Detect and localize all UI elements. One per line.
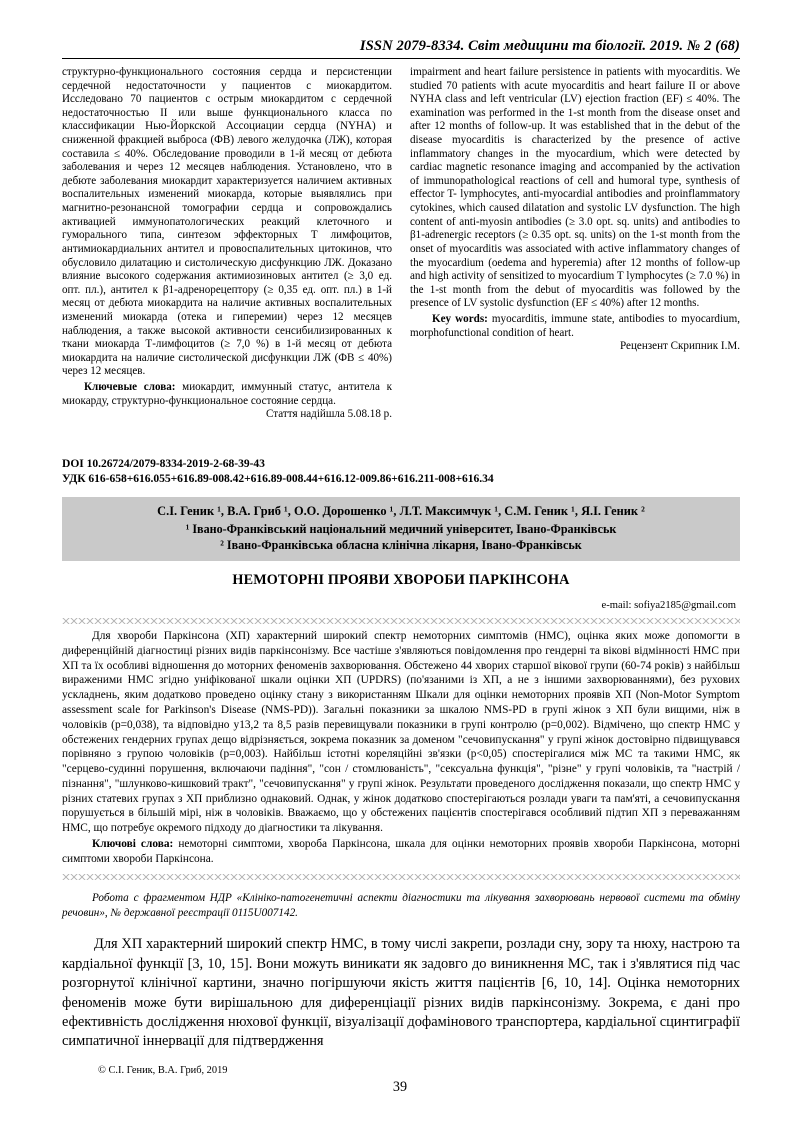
udc-line: УДК 616-658+616.055+616.89-008.42+616.89-008.44+616.12-009.86+616.211-008+616.34 [62, 472, 494, 486]
affiliation-2: ² Івано-Франківська обласна клінічна лікарня, Івано-Франківськ [220, 538, 582, 553]
received-date: Стаття надійшла 5.08.18 р. [266, 408, 392, 421]
doi-line: DOI 10.26724/2079-8334-2019-2-68-39-43 [62, 456, 265, 470]
abstract-ru-keywords-line [62, 381, 392, 408]
abstract-ru-keywords: миокардит, иммунный статус, антитела к миокарду, структурно-функциональное состояние сердца. [62, 381, 392, 407]
page-title: НЕМОТОРНІ ПРОЯВИ ХВОРОБИ ПАРКІНСОНА [232, 571, 570, 588]
abstract-ua-keywords-label: Ключові слова: [92, 838, 174, 851]
header-rule [62, 58, 740, 59]
abstract-ua-keywords-line [62, 837, 740, 867]
abstract-en-body: impairment and heart failure persistence in patients with myocarditis. We studied 70 patients with acute myocarditis and heart failure II or above NYHA class and left ventricular (LV) ejection fraction (EF) ≤ 40%. The examination was performed in the 1-st month from the disease onset and after 12 months of follow-up. It was established that in the debut of the disease myocarditis is characterized by the presence of active inflammatory changes in the myocardium, which were detected by cardiac magnetic resonance imaging and accompanied by the activation of immunopathological reactions of cell and humoral type, synthesis of effector T- lymphocytes, anti-myocardial antibodies and proinflammatory cytokines, which caused dilatation and systolic LV dysfunction. The high content of anti-myosin antibodies (≥ 3.0 opt. sq. units) and antibodies to β1-adrenergic receptors (≥ 0.35 opt. sq. units) on the 1-st month from the onset of myocarditis was associated with active inflammatory changes of the myocardium (oedema and hyperemia) after 12 months of follow-up and high activity of sensitized to myocardium T lymphocytes (≥ 7.0 %) in the 1-st month from the debut of myocarditis was followed by the presence of LV systolic dysfunction (EF ≤ 40%) after 12 months. [410, 66, 740, 310]
abstract-column-en [410, 66, 740, 422]
running-head: ISSN 2079-8334. Світ медицини та біології. 2019. № 2 (68) [359, 38, 740, 54]
abstract-ua-keywords: немоторні симптоми, хвороба Паркінсона, шкала для оцінки немоторних проявів хвороби Паркінсона, моторні симптоми хвороби Паркінсона. [62, 838, 740, 865]
abstract-ru-body: структурно-функционального состояния сердца и персистенции сердечной недостаточности у пациентов с миокардитом. Исследовано 70 пациентов с острым миокардитом с сердечной недостаточностью II или выше функционального класса по классификации Нью-Йоркской Ассоциации сердца (NYHA) и сниженной фракцией выброса (ФВ) левого желудочка (ЛЖ), которая составила ≤ 40%. Обследование проводили в 1-й месяц от дебюта заболевания и через 12 месяцев наблюдения. Установлено, что в дебюте заболевания миокардит характеризуется наличием активных воспалительных изменений миокарда, которые выявлялись при магнитно-резонансной томографии сердца и сопровождались активацией иммунопатологических реакций клеточного и гуморального типа, синтезом эффекторных Т лимфоцитов, антимиокардиальних антител и провоспалительных цитокинов, что обусловило дилатацию и систолическую дисфункцию ЛЖ. Доказано влияние высокого содержания актимиозиновых антител (≥ 3,0 ед. опт. пл.), антител к β1-адренорецептору (≥ 0,35 ед. опт. пл.) в 1-й месяц от дебюта миокардита на наличие активных воспалительных изменений миокарда (отека и гиперемии) через 12 месяцев наблюдения, а также высокой активности сенсибилизированных к ткани миокарда Т-лимфоцитов (≥ 7,0 %) в 1-й месяц от дебюта миокардита на наличие систолической дисфункции ЛЖ (ФВ ≤ 40%) через 12 месяцев. [62, 66, 392, 378]
wavy-divider-bottom [62, 873, 740, 880]
funding-note: Робота с фрагментом НДР «Клініко-патогенетичні аспекти діагностики та лікування захворювань нервової системи та обміну речовин», № державної реєстрації 0115U007142. [62, 891, 740, 919]
abstract-columns [62, 66, 740, 422]
abstract-en-keywords-label: Key words: [432, 312, 488, 325]
wavy-divider-top [62, 617, 740, 624]
reviewer-line: Рецензент Скрипник І.М. [620, 340, 740, 353]
abstract-column-ru [62, 66, 392, 422]
abstract-ua-body: Для хвороби Паркінсона (ХП) характерний широкий спектр немоторних симптомів (НМС), оцінка яких може допомогти в диференційній діагностиці різних видів паркінсонізму. Все частіше з'являються повідомлення про гендерні та вікові відмінності НМС при ХП та їх особливі відношення до моторних феноменів захворювання. Обстежено 44 хворих старшої вікової групи (60-74 років) з найбільш вираженими НМС згідно уніфікованої шкали оцінки ХП (UPDRS) (по'язаними із ХП, а не з іншими захворюваннями), без рухових ускладнень, яким додатково проведено оцінку стану з використанням Шкали для оцінки немоторних проявів ХП (Non-Motor Symptom assessment scale for Parkinson's Disease (NMS-PD)). Загальні показники за шкалою NMS-PD в групі жінок з ХП були вищими, ніж в чоловіків (р=0,038), та відповідно у13,2 та 8,5 разів перевищували показники в групі контролю (р=0,002). Відмічено, що спектр НМС у обстежених гендерних групах дещо відрізняється, зокрема показник за доменом "сечовипускання" у групі жінок достовірно підвищувався порівняно з групою чоловіків (р=0,003). Найбільш істотні кореляційні зв'язки (р<0,05) спостерігалися між МС та такими НМС, як "серцево-судинні порушення, включаючи падіння", "сон / стомлюваність", "сексуальна функція", "різне" у групі чоловіків, та "настрій / пізнання", "шлунково-кишковий тракт", "сечовипускання" у групі жінок. Результати проведеного дослідження показали, що спектр НМС у різних статевих групах з ХП приблизно однаковий. Однак, у жінок додатково спостерігаються розлади уваги та пам'яті, а сечовипускання порушується в більшій мірі, ніж в чоловіків. Вважаємо, що у обстежених пацієнтів спостерігався особливий підтип ХП з переважанням НМС, що потребує окремого підходу до діагностики та лікування. [62, 629, 740, 835]
contact-email[interactable]: e-mail: sofiya2185@gmail.com [601, 599, 736, 611]
body-paragraph: Для ХП характерний широкий спектр НМС, в тому числі закрепи, розлади сну, зору та нюху, настрою та кардіальної функції [3, 10, 15]. Вони можуть виникати як задовго до виникнення МС, так і з'являтися під час розгорнутої клінічної картини, значно погіршуючи якість життя пацієнтів [6, 10, 14]. Оцінка немоторних феноменів може бути вирішальною для диференціації різних видів паркінсонізму. Зокрема, є дані про ефективність дослідження нюхової функції, візуалізації дофамінового транспортера, кардіальної сцинтиграфії симпатичної іннервації для підтвердження [62, 936, 740, 1050]
abstract-en-keywords: myocarditis, immune state, antibodies to myocardium, morphofunctional condition of heart. [410, 312, 740, 339]
copyright-line: © С.І. Геник, В.А. Гриб, 2019 [98, 1065, 228, 1076]
page-footer [0, 1065, 800, 1096]
identifier-block [62, 456, 740, 487]
page-number: 39 [392, 1079, 408, 1095]
abstract-ru-keywords-label: Ключевые слова: [84, 381, 176, 394]
author-block [62, 497, 740, 560]
author-names: С.І. Геник ¹, В.А. Гриб ¹, О.О. Дорошенко ¹, Л.Т. Максимчук ¹, С.М. Геник ¹, Я.І. Геник ² [157, 504, 645, 519]
abstract-en-keywords-line [410, 313, 740, 340]
affiliation-1: ¹ Івано-Франківський національний медичний університет, Івано-Франківськ [185, 521, 617, 536]
